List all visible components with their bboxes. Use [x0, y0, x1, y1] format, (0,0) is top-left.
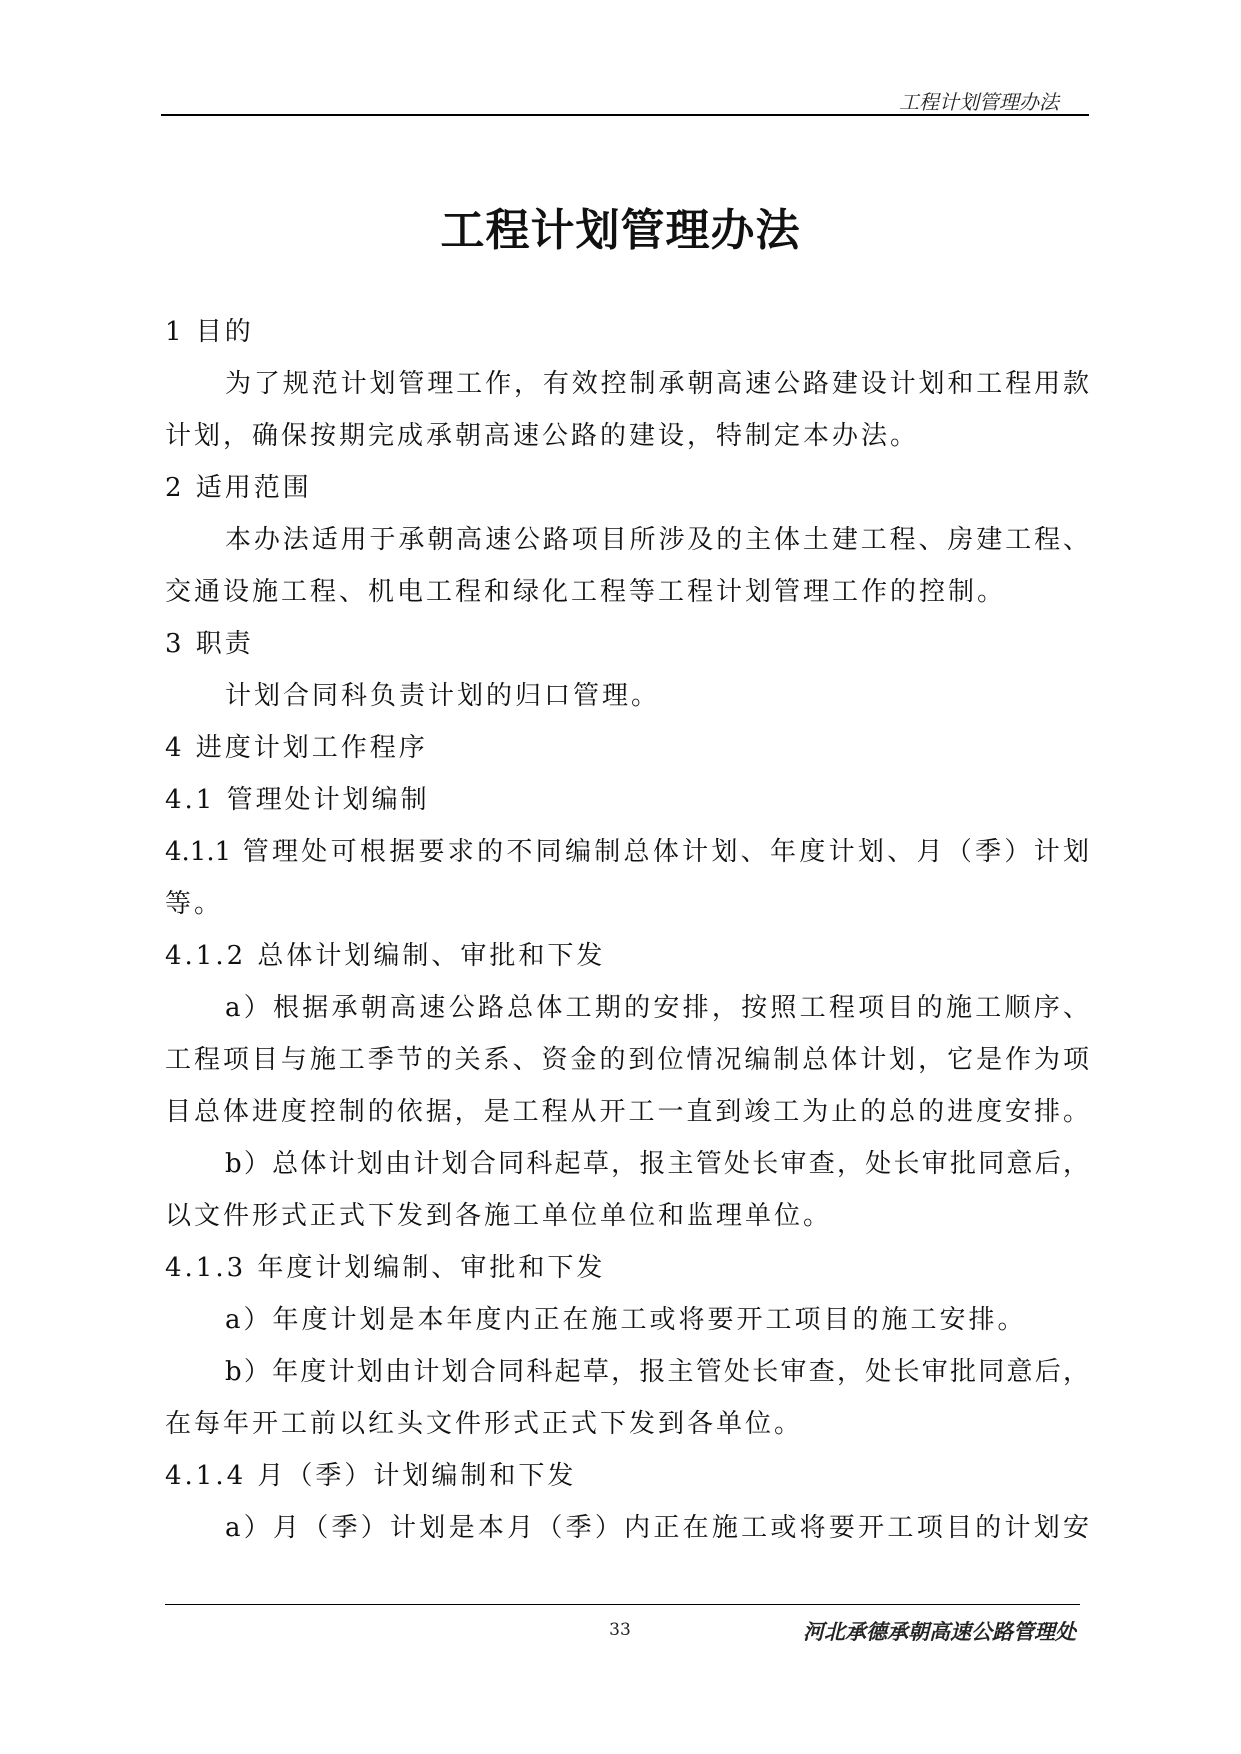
- document-title: 工程计划管理办法: [440, 205, 801, 256]
- paragraph-line: b）总体计划由计划合同科起草，报主管处长审查，处长审批同意后，: [225, 1149, 1089, 1179]
- paragraph-line: 在每年开工前以红头文件形式正式下发到各单位。: [165, 1409, 804, 1439]
- clause-heading: 4.1.2 总体计划编制、审批和下发: [165, 941, 606, 971]
- header-rule: [161, 114, 1089, 116]
- paragraph-line: a）年度计划是本年度内正在施工或将要开工项目的施工安排。: [225, 1305, 1027, 1335]
- clause-heading: 4.1.3 年度计划编制、审批和下发: [165, 1253, 606, 1283]
- paragraph-line: 目总体进度控制的依据，是工程从开工一直到竣工为止的总的进度安排。: [165, 1097, 1089, 1127]
- paragraph-line: 工程项目与施工季节的关系、资金的到位情况编制总体计划，它是作为项: [165, 1045, 1089, 1075]
- footer-rule: [165, 1604, 1080, 1605]
- section-heading-scope: 2 适用范围: [165, 473, 312, 503]
- paragraph-line: a）月（季）计划是本月（季）内正在施工或将要开工项目的计划安: [225, 1513, 1089, 1543]
- page-number: 33: [609, 1620, 631, 1640]
- running-header: 工程计划管理办法: [899, 90, 1059, 114]
- paragraph-line: 以文件形式正式下发到各施工单位单位和监理单位。: [165, 1201, 833, 1231]
- paragraph-line: 计划，确保按期完成承朝高速公路的建设，特制定本办法。: [165, 421, 920, 451]
- footer-organization: 河北承德承朝高速公路管理处: [803, 1620, 1076, 1644]
- paragraph-line: 本办法适用于承朝高速公路项目所涉及的主体土建工程、房建工程、: [225, 525, 1089, 555]
- paragraph-line: 计划合同科负责计划的归口管理。: [225, 681, 661, 711]
- paragraph-line: 为了规范计划管理工作，有效控制承朝高速公路建设计划和工程用款: [225, 369, 1089, 399]
- paragraph-line: 交通设施工程、机电工程和绿化工程等工程计划管理工作的控制。: [165, 577, 1007, 607]
- subsection-heading: 4.1 管理处计划编制: [165, 785, 430, 815]
- document-body: [165, 306, 1089, 1554]
- clause-heading: 4.1.4 月（季）计划编制和下发: [165, 1461, 577, 1491]
- paragraph-line: 等。: [165, 889, 224, 919]
- paragraph-line: b）年度计划由计划合同科起草，报主管处长审查，处长审批同意后，: [225, 1357, 1089, 1387]
- section-heading-purpose: 1 目的: [165, 317, 254, 347]
- paragraph-line: a）根据承朝高速公路总体工期的安排，按照工程项目的施工顺序、: [225, 993, 1089, 1023]
- section-heading-procedure: 4 进度计划工作程序: [165, 733, 428, 763]
- clause-line: 4.1.1 管理处可根据要求的不同编制总体计划、年度计划、月（季）计划: [165, 837, 1089, 867]
- section-heading-duties: 3 职责: [165, 629, 254, 659]
